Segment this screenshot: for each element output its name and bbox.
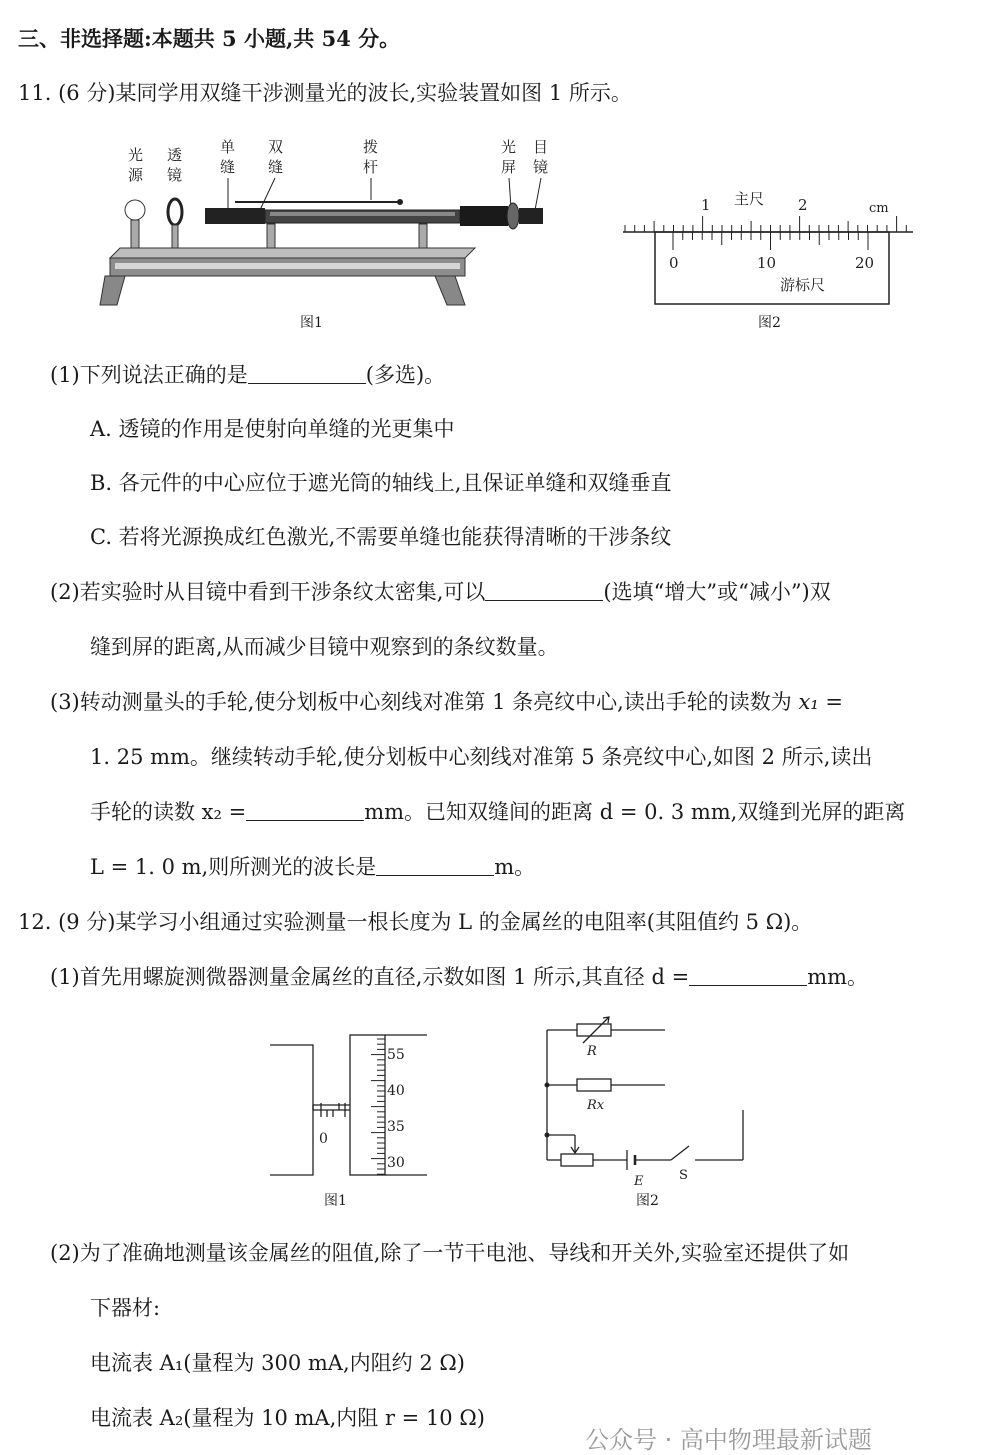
main-scale-label: 主尺 [734, 190, 765, 208]
q11-option-a: A. 透镜的作用是使射向单缝的光更集中 [90, 417, 455, 441]
label-E: E [634, 1174, 644, 1189]
q11-part2-prompt: (2)若实验时从目镜中看到干涉条纹太密集,可以 [50, 580, 486, 604]
q11-part3-unit: m。 [494, 855, 536, 879]
vernier-tick-20: 20 [855, 254, 875, 272]
label-lever: 拨杆 [363, 138, 379, 176]
q11-part3 [50, 687, 843, 717]
mic-zero: 0 [319, 1131, 328, 1147]
q11-part3-x2-label: 手轮的读数 x₂ = [90, 800, 247, 824]
q11-part3-prompt: (3)转动测量头的手轮,使分划板中心刻线对准第 1 条亮纹中心,读出手轮的读数为 [50, 690, 799, 714]
main-tick-1: 1 [701, 196, 711, 214]
q11-stem: 11. (6 分)某同学用双缝干涉测量光的波长,实验装置如图 1 所示。 [18, 81, 632, 105]
label-Rx: Rx [587, 1098, 605, 1113]
q12-figure1-micrometer [265, 1025, 440, 1185]
mic-tick-35: 35 [387, 1119, 405, 1135]
unit-label: cm [869, 201, 889, 216]
q12-part1-unit: mm。 [807, 965, 869, 989]
q12-part1-prompt: (1)首先用螺旋测微器测量金属丝的直径,示数如图 1 所示,其直径 d = [50, 965, 690, 989]
q11-part1-suffix: (多选)。 [365, 363, 446, 387]
q11-part3-line3 [90, 797, 905, 827]
q12-figure2-caption: 图2 [636, 1193, 659, 1209]
q11-part2-blank[interactable] [485, 578, 603, 601]
label-single-slit: 单缝 [220, 138, 236, 176]
label-light-source: 光源 [128, 146, 144, 184]
q12-part2-line2: 下器材: [90, 1296, 161, 1320]
q12-part1 [50, 962, 868, 992]
q12-figure1-caption: 图1 [324, 1193, 347, 1209]
q11-figure1-caption: 图1 [300, 315, 323, 331]
q11-part3-wavelength-label: L = 1. 0 m,则所测光的波长是 [90, 855, 377, 879]
q11-option-c: C. 若将光源换成红色激光,不需要单缝也能获得清晰的干涉条纹 [90, 525, 672, 549]
vernier-tick-0: 0 [669, 254, 679, 272]
q11-part2 [50, 577, 831, 607]
label-eyepiece: 目镜 [533, 138, 549, 176]
watermark: 公众号 · 高中物理最新试题 [585, 1426, 872, 1454]
q11-part3-x2-blank[interactable] [246, 798, 364, 821]
vernier-tick-10: 10 [757, 254, 777, 272]
q11-part3-wavelength-blank[interactable] [376, 853, 494, 876]
q11-part1-blank[interactable] [248, 361, 366, 384]
q11-part3-line2: 1. 25 mm。继续转动手轮,使分划板中心刻线对准第 5 条亮纹中心,如图 2 所示,读出 [90, 745, 873, 769]
q11-figure1-apparatus [95, 130, 565, 340]
label-R: R [587, 1044, 597, 1059]
q11-option-b: B. 各元件的中心应位于遮光筒的轴线上,且保证单缝和双缝垂直 [90, 471, 672, 495]
label-screen: 光屏 [501, 138, 517, 176]
q12-ammeter-a2: 电流表 A₂(量程为 10 mA,内阻 r = 10 Ω) [90, 1406, 485, 1430]
q11-figure2-vernier [615, 180, 925, 310]
q11-part1-prompt: (1)下列说法正确的是 [50, 363, 248, 387]
q12-figure2-circuit [535, 1015, 755, 1190]
q11-part1 [50, 360, 445, 390]
label-double-slit: 双缝 [268, 138, 284, 176]
main-tick-2: 2 [798, 196, 808, 214]
q12-part2: (2)为了准确地测量该金属丝的阻值,除了一节干电池、导线和开关外,实验室还提供了如 [50, 1241, 850, 1265]
q12-stem: 12. (9 分)某学习小组通过实验测量一根长度为 L 的金属丝的电阻率(其阻值约 5 Ω)。 [18, 910, 813, 934]
mic-tick-40: 40 [387, 1083, 405, 1099]
q12-ammeter-a1: 电流表 A₁(量程为 300 mA,内阻约 2 Ω) [90, 1351, 465, 1375]
q11-part2-suffix: (选填“增大”或“减小”)双 [603, 580, 831, 604]
label-S: S [679, 1168, 688, 1183]
q11-part3-line4 [90, 852, 535, 882]
label-lens: 透镜 [167, 146, 183, 184]
q11-part3-given: mm。已知双缝间的距离 d = 0. 3 mm,双缝到光屏的距离 [364, 800, 906, 824]
section-title: 三、非选择题:本题共 5 小题,共 54 分。 [18, 26, 401, 51]
q12-part1-blank[interactable] [689, 963, 807, 986]
mic-tick-55: 55 [387, 1047, 405, 1063]
q11-figure2-caption: 图2 [758, 315, 781, 331]
q11-part2-line2: 缝到屏的距离,从而减少目镜中观察到的条纹数量。 [90, 635, 559, 659]
vernier-label: 游标尺 [780, 276, 826, 294]
q11-part3-x1: x₁ = [798, 690, 844, 714]
mic-tick-30: 30 [387, 1155, 405, 1171]
